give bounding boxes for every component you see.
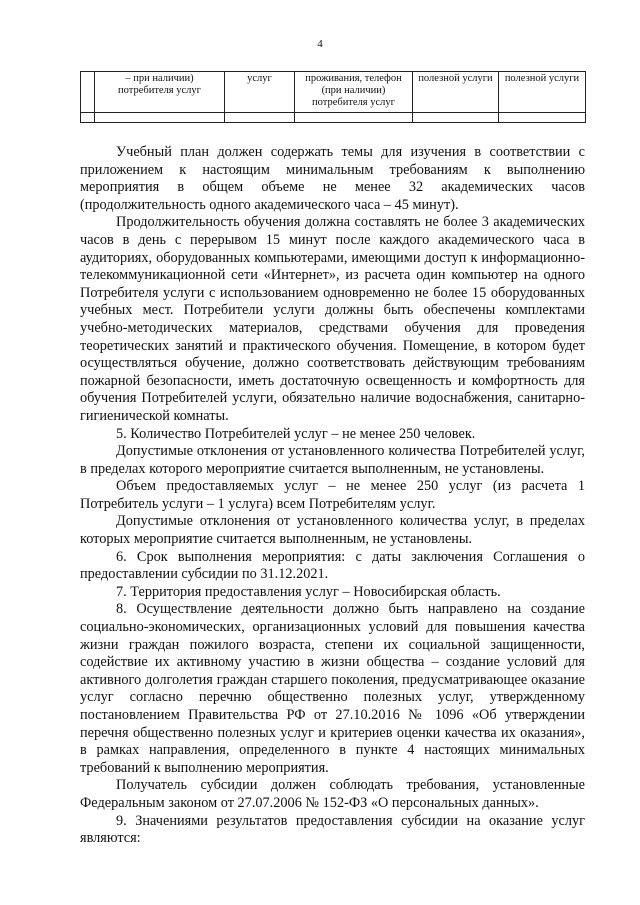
table-cell: полезной услуги: [413, 72, 499, 113]
table-cell: проживания, телефон (при наличии) потребителя услуг: [295, 72, 413, 113]
paragraph: 6. Срок выполнения мероприятия: с даты заключения Соглашения о предоставлении субсидии по 31.12.2021.: [80, 548, 585, 583]
table-row: [81, 72, 586, 113]
table-cell: [499, 113, 586, 123]
paragraph: 8. Осуществление деятельности должно быть направлено на создание социально-экономических, организационных условий для повышения качества жизни граждан пожилого возраста, степени их социальной защищенности, содействие их активному участию в жизни общества – создание условий для активного долголетия граждан старшего поколения, предусматривающее оказание услуг согласно перечню общественно полезных услуг, утвержденному постановлением Правительства РФ от 27.10.2016 № 1096 «Об утверждении перечня общественно полезных услуг и критериев оценки качества их оказания», в рамках направления, определенного в пункте 4 настоящих минимальных требований к выполнению мероприятия.: [80, 601, 585, 776]
paragraph: Продолжительность обучения должна составлять не более 3 академических часов в день с перерывом 15 минут после каждого академического часа в аудиториях, оборудованных компьютерами, имеющими доступ к информационно-телекоммуникационной сети «Интернет», из расчета один компьютер на одного Потребителя услуги с использованием одновременно не более 15 оборудованных учебных мест. Потребители услуги должны быть обеспечены комплектами учебно-методических материалов, средствами обучения для проведения теоретических занятий и практического обучения. Помещение, в котором будет осуществляться обучение, должно соответствовать действующим требованиям пожарной безопасности, иметь достаточную освещенность и комфортность для обучения Потребителей услуги, обязательно наличие водоснабжения, санитарно-гигиенической комнаты.: [80, 214, 585, 424]
table-cell: полезной услуги: [499, 72, 586, 113]
paragraph: 7. Территория предоставления услуг – Новосибирская область.: [116, 583, 501, 600]
table-cell: [225, 113, 295, 123]
recipients-table: [80, 71, 586, 123]
paragraph: Получатель субсидии должен соблюдать требования, установленные Федеральным законом от 27.07.2006 № 152-ФЗ «О персональных данных».: [80, 777, 585, 811]
table-cell: – при наличии) потребителя услуг: [95, 72, 225, 113]
table-cell: [295, 113, 413, 123]
paragraph: Объем предоставляемых услуг – не менее 250 услуг (из расчета 1 Потребитель услуги – 1 услуга) всем Потребителям услуг.: [80, 478, 585, 512]
page-number: 4: [317, 38, 323, 50]
paragraph: Допустимые отклонения от установленного количества Потребителей услуг, в пределах которого мероприятие считается выполненным, не установлены.: [80, 443, 585, 477]
document-body: [80, 144, 585, 848]
table-cell: [413, 113, 499, 123]
table-cell: [81, 113, 95, 123]
table-cell: [81, 72, 95, 113]
paragraph: Допустимые отклонения от установленного количества услуг, в пределах которых мероприятие считается выполненным, не установлены.: [80, 513, 585, 548]
paragraph: 5. Количество Потребителей услуг – не менее 250 человек.: [116, 425, 476, 442]
paragraph: Учебный план должен содержать темы для изучения в соответствии с приложением к настоящим минимальным требованиям к выполнению мероприятия в общем объеме не менее 32 академических часов (продолжительность одного академического часа – 45 минут).: [80, 144, 585, 213]
table-row: [81, 113, 586, 123]
paragraph: 9. Значениями результатов предоставления субсидии на оказание услуг являются:: [80, 812, 585, 847]
table-cell: услуг: [225, 72, 295, 113]
table-cell: [95, 113, 225, 123]
